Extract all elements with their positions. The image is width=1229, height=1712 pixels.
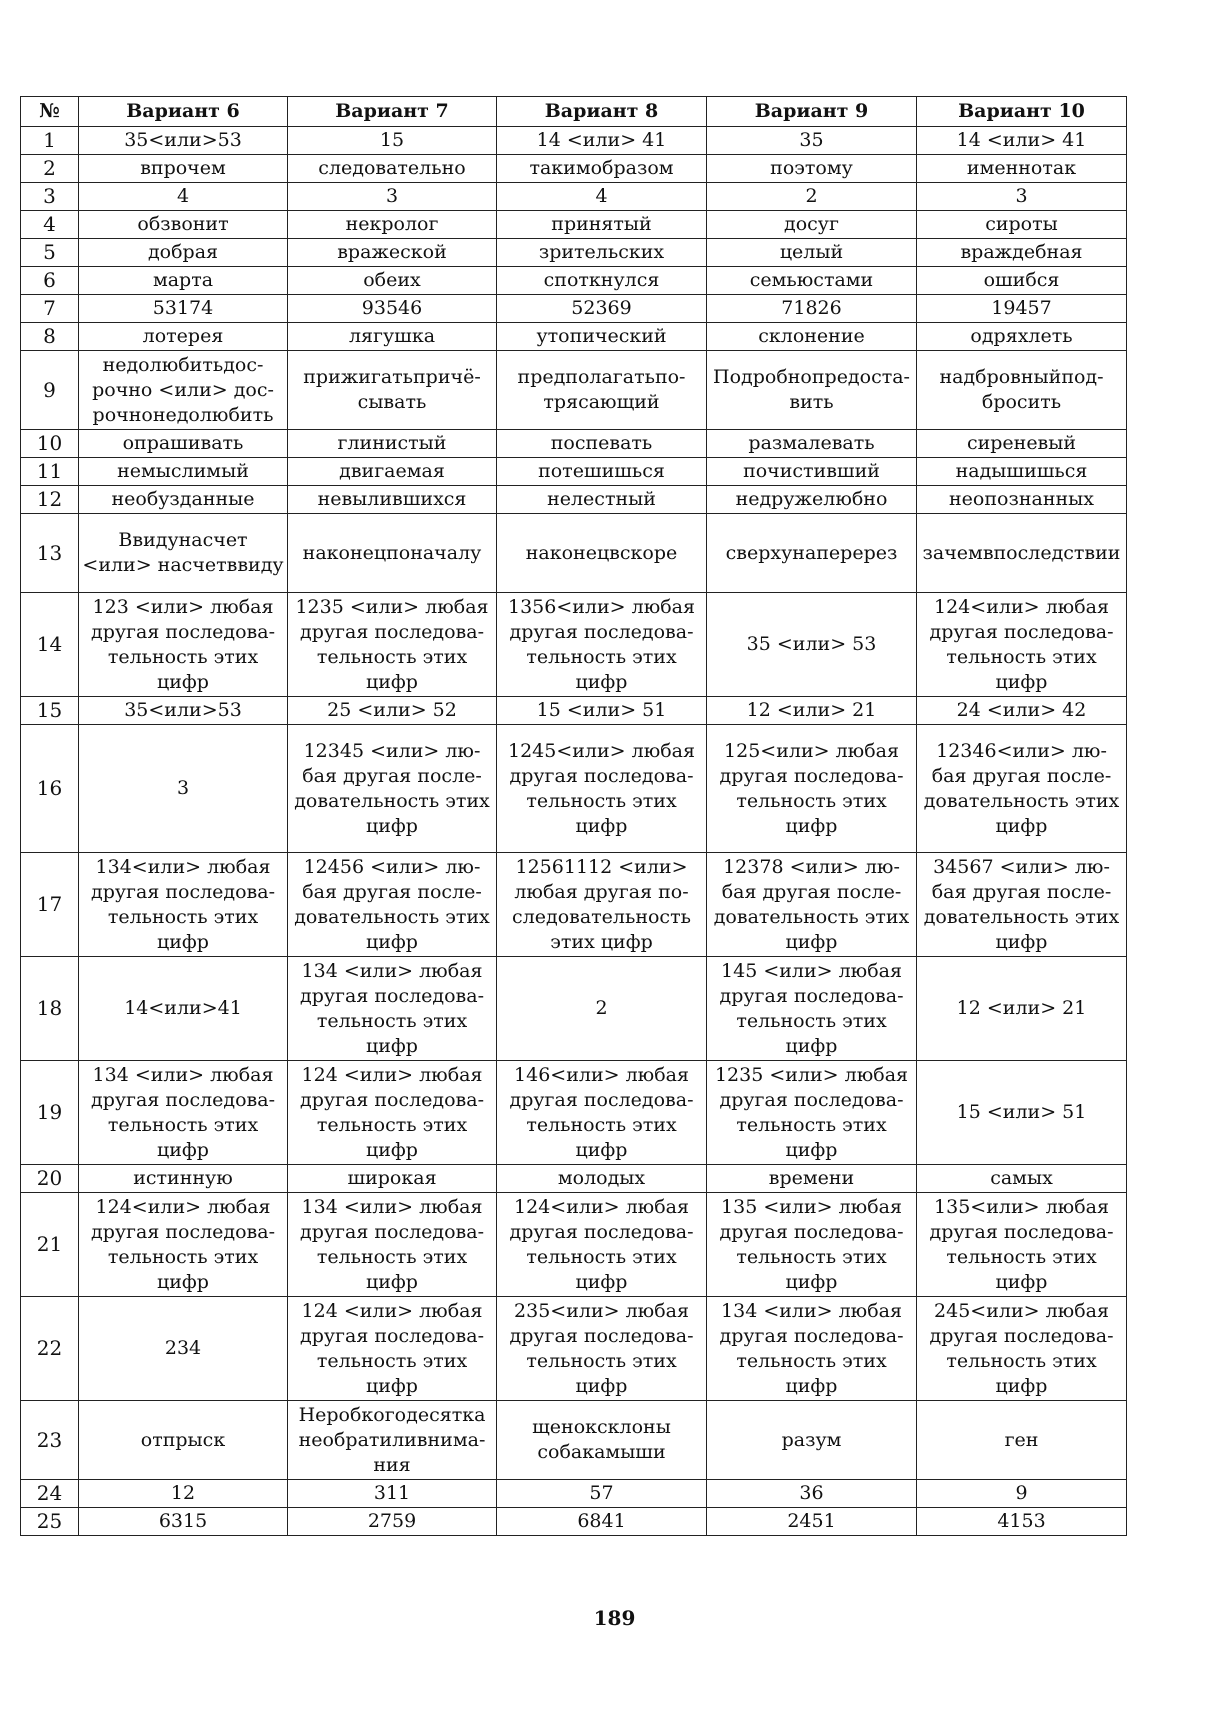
answer-cell: зрительских (497, 239, 707, 267)
answer-cell: 145 <или> любая другая последова-тельность этих цифр (707, 957, 917, 1061)
table-row (21, 853, 1127, 957)
answer-cell: потешишься (497, 458, 707, 486)
answer-cell: 14 <или> 41 (917, 127, 1127, 155)
answer-cell: такимобразом (497, 155, 707, 183)
answer-cell: необузданные (79, 486, 288, 514)
header-variant-7: Вариант 7 (288, 97, 497, 127)
task-number: 4 (21, 211, 79, 239)
answer-cell: 35 (707, 127, 917, 155)
table-row (21, 430, 1127, 458)
table-header (21, 97, 1127, 127)
task-number: 8 (21, 323, 79, 351)
table-row (21, 155, 1127, 183)
answer-cell: 1245<или> любая другая последова-тельность этих цифр (497, 725, 707, 853)
answer-cell: молодых (497, 1165, 707, 1193)
answer-cell: 4153 (917, 1508, 1127, 1536)
task-number: 11 (21, 458, 79, 486)
task-number: 25 (21, 1508, 79, 1536)
answer-cell: 12561112 <или> любая другая по-следовательность этих цифр (497, 853, 707, 957)
answer-cell: 235<или> любая другая последова-тельность этих цифр (497, 1297, 707, 1401)
answer-cell: 6841 (497, 1508, 707, 1536)
answer-cell: обеих (288, 267, 497, 295)
answer-cell: марта (79, 267, 288, 295)
answer-cell: 12378 <или> лю-бая другая после-довательность этих цифр (707, 853, 917, 957)
answer-cell: Ввидунасчет <или> насчетввиду (79, 514, 288, 593)
answer-cell: поэтому (707, 155, 917, 183)
task-number: 7 (21, 295, 79, 323)
task-number: 19 (21, 1061, 79, 1165)
answer-cell: 57 (497, 1480, 707, 1508)
task-number: 13 (21, 514, 79, 593)
answer-cell: 2 (497, 957, 707, 1061)
answer-cell: ген (917, 1401, 1127, 1480)
answer-cell: вражеской (288, 239, 497, 267)
answer-cell: 2451 (707, 1508, 917, 1536)
task-number: 14 (21, 593, 79, 697)
answer-cell: следовательно (288, 155, 497, 183)
answer-cell: 234 (79, 1297, 288, 1401)
header-variant-8: Вариант 8 (497, 97, 707, 127)
answer-cell: лотерея (79, 323, 288, 351)
answer-cell: утопический (497, 323, 707, 351)
answer-cell: досуг (707, 211, 917, 239)
table-row (21, 1297, 1127, 1401)
header-variant-9: Вариант 9 (707, 97, 917, 127)
header-variant-10: Вариант 10 (917, 97, 1127, 127)
answer-table (20, 96, 1127, 1536)
answer-cell: отпрыск (79, 1401, 288, 1480)
answer-cell: надбровныйпод-бросить (917, 351, 1127, 430)
answer-cell: 52369 (497, 295, 707, 323)
table-row (21, 211, 1127, 239)
answer-cell: склонение (707, 323, 917, 351)
answer-cell: 135<или> любая другая последова-тельность этих цифр (917, 1193, 1127, 1297)
answer-cell: споткнулся (497, 267, 707, 295)
answer-cell: 4 (497, 183, 707, 211)
answer-cell: размалевать (707, 430, 917, 458)
table-row (21, 1193, 1127, 1297)
answer-cell: 134 <или> любая другая последова-тельность этих цифр (288, 957, 497, 1061)
answer-cell: 134 <или> любая другая последова-тельность этих цифр (288, 1193, 497, 1297)
table-row (21, 514, 1127, 593)
answer-cell: 35<или>53 (79, 127, 288, 155)
answer-cell: 124<или> любая другая последова-тельность этих цифр (497, 1193, 707, 1297)
answer-cell: опрашивать (79, 430, 288, 458)
answer-cell: недолюбитьдос-рочно <или> дос-рочнонедолюбить (79, 351, 288, 430)
answer-cell: принятый (497, 211, 707, 239)
answer-cell: 134 <или> любая другая последова-тельность этих цифр (707, 1297, 917, 1401)
answer-cell: 35<или>53 (79, 697, 288, 725)
answer-cell: именнотак (917, 155, 1127, 183)
answer-cell: враждебная (917, 239, 1127, 267)
answer-cell: времени (707, 1165, 917, 1193)
answer-cell: истинную (79, 1165, 288, 1193)
answer-cell: сиреневый (917, 430, 1127, 458)
answer-cell: почистивший (707, 458, 917, 486)
answer-cell: наконецвскоре (497, 514, 707, 593)
table-row (21, 458, 1127, 486)
answer-cell: 3 (917, 183, 1127, 211)
table-row (21, 1508, 1127, 1536)
table-row (21, 267, 1127, 295)
answer-cell: некролог (288, 211, 497, 239)
table-row (21, 351, 1127, 430)
task-number: 23 (21, 1401, 79, 1480)
table-row (21, 323, 1127, 351)
task-number: 15 (21, 697, 79, 725)
answer-cell: 2759 (288, 1508, 497, 1536)
table-row (21, 593, 1127, 697)
answer-cell: 9 (917, 1480, 1127, 1508)
task-number: 22 (21, 1297, 79, 1401)
answer-cell: 1356<или> любая другая последова-тельность этих цифр (497, 593, 707, 697)
task-number: 21 (21, 1193, 79, 1297)
task-number: 20 (21, 1165, 79, 1193)
answer-cell: сверхунаперерез (707, 514, 917, 593)
answer-cell: лягушка (288, 323, 497, 351)
answer-cell: добрая (79, 239, 288, 267)
table-row (21, 295, 1127, 323)
answer-cell: 14<или>41 (79, 957, 288, 1061)
task-number: 24 (21, 1480, 79, 1508)
header-variant-6: Вариант 6 (79, 97, 288, 127)
answer-cell: 123 <или> любая другая последова-тельность этих цифр (79, 593, 288, 697)
table-row (21, 239, 1127, 267)
answer-cell: 71826 (707, 295, 917, 323)
answer-cell: 19457 (917, 295, 1127, 323)
table-row (21, 1480, 1127, 1508)
task-number: 16 (21, 725, 79, 853)
answer-cell: зачемвпоследствии (917, 514, 1127, 593)
header-row (21, 97, 1127, 127)
answer-cell: поспевать (497, 430, 707, 458)
answer-cell: широкая (288, 1165, 497, 1193)
table-row (21, 725, 1127, 853)
answer-cell: 24 <или> 42 (917, 697, 1127, 725)
answer-cell: 12 <или> 21 (917, 957, 1127, 1061)
answer-cell: 12346<или> лю-бая другая после-довательность этих цифр (917, 725, 1127, 853)
answer-cell: 2 (707, 183, 917, 211)
answer-cell: прижигатьпричё-сывать (288, 351, 497, 430)
answer-cell: Неробкогодесятка необратиливнима-ния (288, 1401, 497, 1480)
answer-cell: недружелюбно (707, 486, 917, 514)
answer-cell: разум (707, 1401, 917, 1480)
answer-cell: 135 <или> любая другая последова-тельность этих цифр (707, 1193, 917, 1297)
task-number: 6 (21, 267, 79, 295)
answer-cell: 3 (288, 183, 497, 211)
answer-cell: 124 <или> любая другая последова-тельность этих цифр (288, 1061, 497, 1165)
task-number: 17 (21, 853, 79, 957)
answer-cell: 1235 <или> любая другая последова-тельность этих цифр (288, 593, 497, 697)
answer-cell: 4 (79, 183, 288, 211)
answer-cell: 245<или> любая другая последова-тельность этих цифр (917, 1297, 1127, 1401)
task-number: 5 (21, 239, 79, 267)
answer-cell: 12 (79, 1480, 288, 1508)
answer-cell: 146<или> любая другая последова-тельность этих цифр (497, 1061, 707, 1165)
answer-cell: немыслимый (79, 458, 288, 486)
table-row (21, 486, 1127, 514)
answer-cell: 124 <или> любая другая последова-тельность этих цифр (288, 1297, 497, 1401)
answer-cell: 1235 <или> любая другая последова-тельность этих цифр (707, 1061, 917, 1165)
answer-cell: 15 (288, 127, 497, 155)
answer-cell: 93546 (288, 295, 497, 323)
answer-cell: 311 (288, 1480, 497, 1508)
answer-cell: глинистый (288, 430, 497, 458)
answer-cell: самых (917, 1165, 1127, 1193)
table-row (21, 1165, 1127, 1193)
answer-cell: 6315 (79, 1508, 288, 1536)
task-number: 12 (21, 486, 79, 514)
answer-cell: 34567 <или> лю-бая другая после-довательность этих цифр (917, 853, 1127, 957)
answer-cell: сироты (917, 211, 1127, 239)
page-number: 189 (593, 1606, 636, 1630)
answer-cell: семьюстами (707, 267, 917, 295)
task-number: 3 (21, 183, 79, 211)
answer-cell: 12 <или> 21 (707, 697, 917, 725)
answer-cell: 124<или> любая другая последова-тельность этих цифр (917, 593, 1127, 697)
answer-cell: 134<или> любая другая последова-тельность этих цифр (79, 853, 288, 957)
answer-cell: 36 (707, 1480, 917, 1508)
answer-cell: 14 <или> 41 (497, 127, 707, 155)
answer-cell: 134 <или> любая другая последова-тельность этих цифр (79, 1061, 288, 1165)
task-number: 10 (21, 430, 79, 458)
answer-cell: обзвонит (79, 211, 288, 239)
task-number: 1 (21, 127, 79, 155)
answer-cell: невылившихся (288, 486, 497, 514)
answer-cell: 25 <или> 52 (288, 697, 497, 725)
table-row (21, 127, 1127, 155)
answer-cell: 53174 (79, 295, 288, 323)
answer-cell: Подробнопредоста-вить (707, 351, 917, 430)
answer-cell: 12456 <или> лю-бая другая после-довательность этих цифр (288, 853, 497, 957)
task-number: 2 (21, 155, 79, 183)
answer-cell: одряхлеть (917, 323, 1127, 351)
task-number: 18 (21, 957, 79, 1061)
answer-cell: предполагатьпо-трясающий (497, 351, 707, 430)
answer-cell: 3 (79, 725, 288, 853)
answer-cell: 35 <или> 53 (707, 593, 917, 697)
answer-cell: ошибся (917, 267, 1127, 295)
answer-cell: неопознанных (917, 486, 1127, 514)
answer-cell: наконецпоначалу (288, 514, 497, 593)
table-row (21, 697, 1127, 725)
answer-cell: двигаемая (288, 458, 497, 486)
table-body (21, 127, 1127, 1536)
task-number: 9 (21, 351, 79, 430)
answer-cell: нелестный (497, 486, 707, 514)
answer-cell: 12345 <или> лю-бая другая после-довательность этих цифр (288, 725, 497, 853)
table-row (21, 1401, 1127, 1480)
answer-cell: надышишься (917, 458, 1127, 486)
answer-cell: впрочем (79, 155, 288, 183)
answer-cell: целый (707, 239, 917, 267)
answer-cell: щеноксклоны собакамыши (497, 1401, 707, 1480)
answer-cell: 125<или> любая другая последова-тельность этих цифр (707, 725, 917, 853)
answer-cell: 15 <или> 51 (917, 1061, 1127, 1165)
table-row (21, 1061, 1127, 1165)
answer-cell: 124<или> любая другая последова-тельность этих цифр (79, 1193, 288, 1297)
table-row (21, 183, 1127, 211)
table-row (21, 957, 1127, 1061)
header-number: № (21, 97, 79, 127)
answer-cell: 15 <или> 51 (497, 697, 707, 725)
